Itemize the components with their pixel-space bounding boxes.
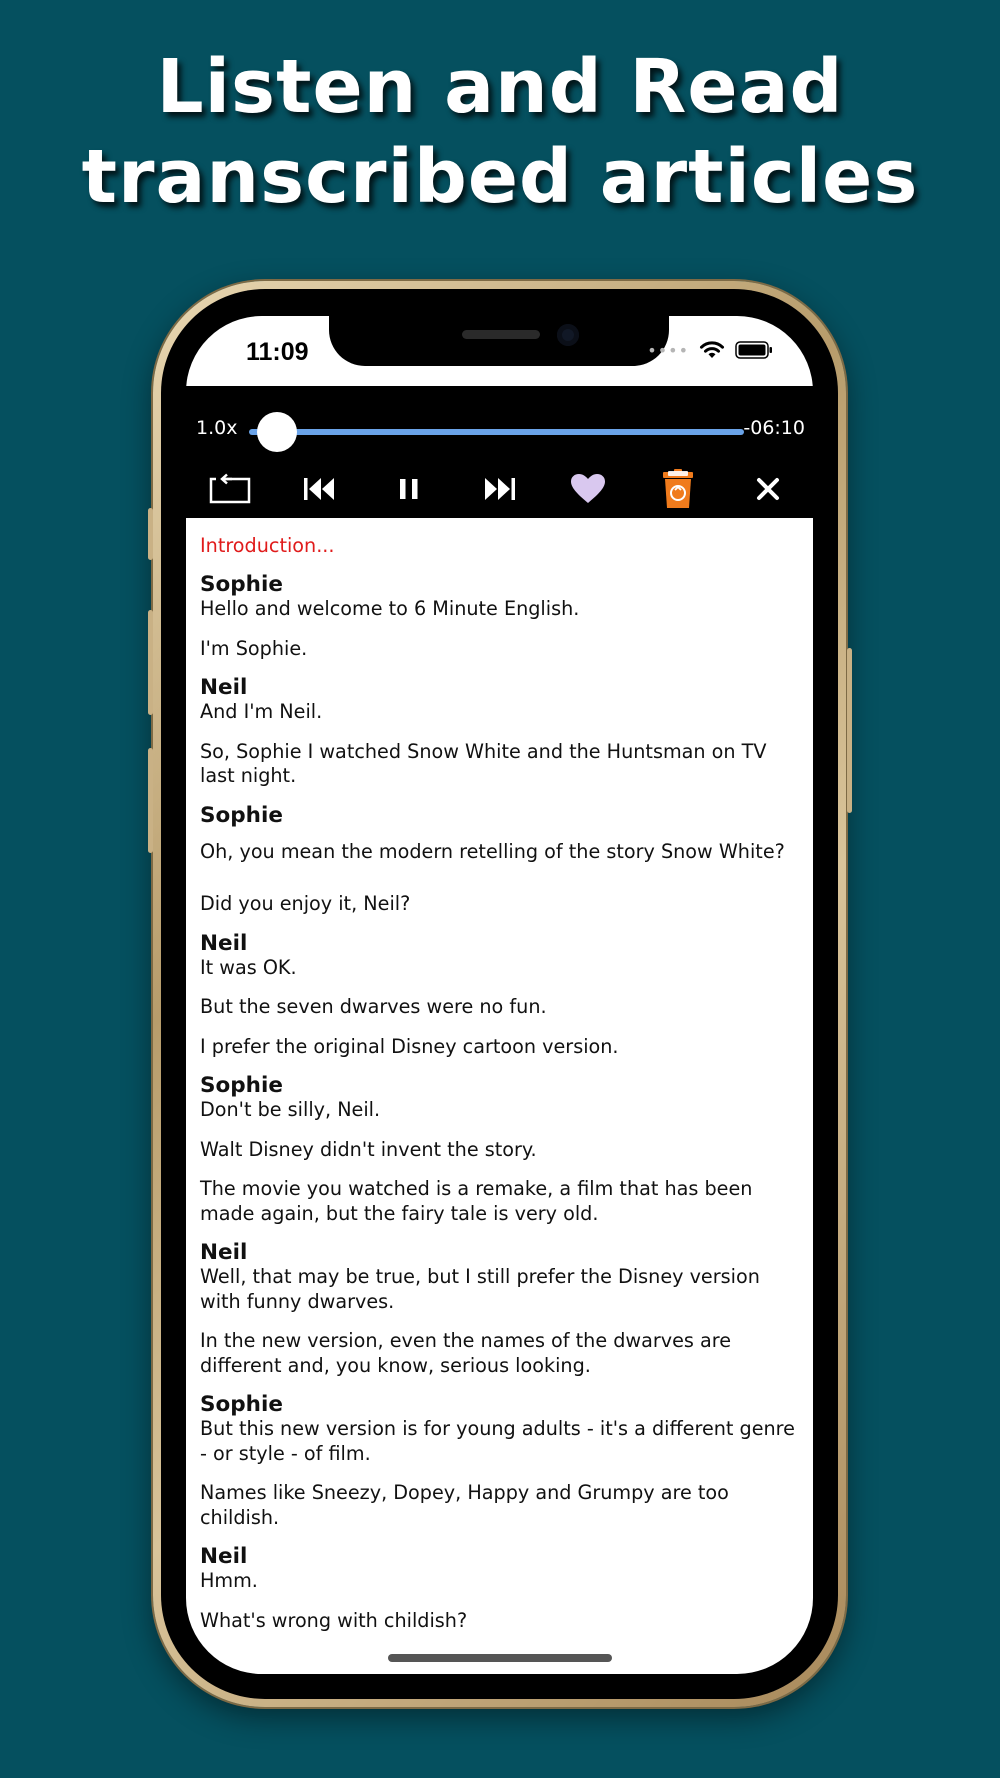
power-button	[847, 648, 852, 813]
transcript-line: And I'm Neil.	[200, 700, 323, 723]
speaker-name: Neil	[200, 1240, 248, 1265]
pause-button[interactable]	[379, 466, 439, 512]
earpiece	[462, 330, 540, 339]
transcript-line: In the new version, even the names of the dwarves are different and, you know, serious looking.	[200, 1329, 732, 1377]
heart-icon	[570, 473, 606, 505]
speaker-name: Sophie	[200, 572, 283, 597]
transcript-line: I prefer the original Disney cartoon version.	[200, 1034, 619, 1058]
delete-button[interactable]	[648, 466, 708, 512]
introduction-link[interactable]: Introduction...	[200, 534, 335, 557]
status-icons	[647, 340, 773, 360]
transcript-block	[200, 572, 799, 661]
next-icon	[482, 476, 516, 502]
transcript-line: Walt Disney didn't invent the story.	[200, 1137, 537, 1161]
transcript-view[interactable]	[186, 518, 813, 1674]
transcript-line: What's wrong with childish?	[200, 1608, 468, 1632]
cellular-dots-icon: ••••	[647, 340, 689, 360]
headline	[0, 42, 1000, 222]
next-button[interactable]	[469, 466, 529, 512]
front-camera	[557, 324, 579, 346]
speaker-name: Sophie	[200, 1073, 283, 1098]
phone-screen	[186, 316, 813, 1674]
transcript-block	[200, 1073, 799, 1226]
playback-speed-button[interactable]: 1.0x	[196, 417, 238, 439]
speaker-name: Neil	[200, 675, 248, 700]
mute-switch	[148, 508, 153, 560]
home-indicator[interactable]	[388, 1654, 612, 1662]
volume-down-button	[148, 748, 153, 853]
transcript-block	[200, 675, 799, 789]
wifi-icon	[699, 340, 725, 360]
transcript-line: Names like Sneezy, Dopey, Happy and Grumpy are too childish.	[200, 1481, 729, 1529]
transcript-block	[200, 803, 799, 917]
transcript-block	[200, 1392, 799, 1530]
audio-player	[186, 386, 813, 518]
trash-icon	[662, 469, 694, 509]
transcript-block	[200, 1240, 799, 1378]
transcript-line: It was OK.	[200, 955, 297, 979]
transcript-block	[200, 931, 799, 1060]
battery-icon	[735, 340, 773, 360]
favorite-button[interactable]	[558, 466, 618, 512]
headline-line-2: transcribed articles	[81, 134, 919, 220]
transcript-line: Hello and welcome to 6 Minute English.	[200, 597, 580, 620]
previous-icon	[303, 476, 337, 502]
player-controls	[186, 466, 813, 512]
speaker-name: Sophie	[200, 1392, 283, 1417]
transcript-line: Did you enjoy it, Neil?	[200, 892, 411, 915]
transcript-block	[200, 1544, 799, 1633]
speaker-name: Sophie	[200, 802, 283, 828]
speaker-name: Neil	[200, 1544, 248, 1569]
transcript-line: I'm Sophie.	[200, 636, 308, 660]
close-button[interactable]	[738, 466, 798, 512]
transcript-line: But this new version is for young adults - it's a different genre - or style - of film.	[200, 1417, 795, 1465]
status-bar	[186, 316, 813, 386]
transcript-line: Oh, you mean the modern retelling of the story Snow White?	[200, 839, 785, 863]
speaker-name: Neil	[200, 930, 248, 956]
close-icon	[756, 477, 780, 501]
transcript-line: Hmm.	[200, 1569, 258, 1592]
previous-button[interactable]	[290, 466, 350, 512]
headline-line-1: Listen and Read	[156, 44, 844, 130]
status-time: 11:09	[246, 338, 309, 366]
volume-up-button	[148, 610, 153, 715]
repeat-icon	[208, 473, 252, 505]
progress-thumb[interactable]	[257, 412, 297, 452]
notch	[329, 316, 669, 366]
time-remaining: -06:10	[743, 417, 805, 439]
repeat-button[interactable]	[200, 466, 260, 512]
pause-icon	[398, 477, 420, 501]
transcript-line: Well, that may be true, but I still prefer the Disney version with funny dwarves.	[200, 1265, 760, 1313]
transcript-line: The movie you watched is a remake, a film that has been made again, but the fairy tale is very old.	[200, 1177, 753, 1225]
transcript-line: So, Sophie I watched Snow White and the Huntsman on TV last night.	[200, 739, 767, 787]
transcript-line: Don't be silly, Neil.	[200, 1098, 381, 1121]
progress-track[interactable]	[249, 429, 744, 435]
transcript-line: But the seven dwarves were no fun.	[200, 995, 547, 1018]
